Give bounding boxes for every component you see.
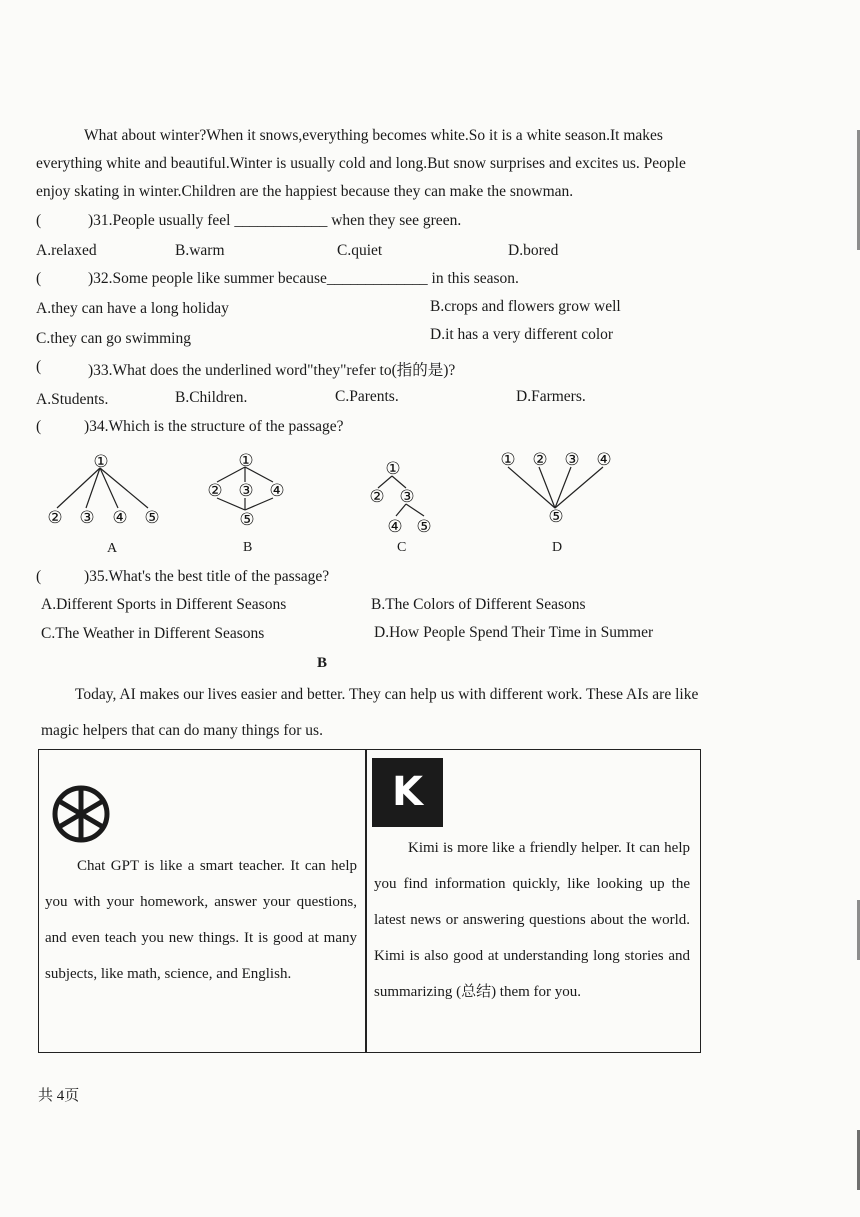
- page-count: 共 4页: [38, 1088, 80, 1104]
- tree-b-node-4: ④: [269, 481, 285, 501]
- passage-line-3: enjoy skating in winter.Children are the happiest because they can make the snowman.: [36, 183, 574, 200]
- q33-option-b: B.Children.: [175, 389, 248, 406]
- tree-c-node-5: ⑤: [416, 517, 432, 537]
- tree-b-node-3: ③: [238, 481, 254, 501]
- kimi-description: [374, 830, 690, 1010]
- q33-bracket: (: [36, 358, 42, 375]
- table-divider: [365, 750, 367, 1052]
- tree-b-node-5: ⑤: [239, 510, 255, 530]
- q32-option-b: B.crops and flowers grow well: [430, 298, 621, 315]
- q35-text: )35.What's the best title of the passage?: [84, 568, 330, 585]
- passage-line-2: everything white and beautiful.Winter is usually cold and long.But snow surprises and excites us. People: [36, 155, 686, 172]
- tree-c-node-4: ④: [387, 517, 403, 537]
- q33-text: )33.What does the underlined word"they"refer to(指的是)?: [88, 362, 456, 379]
- tree-d-node-2: ②: [532, 450, 548, 470]
- q35-option-c: C.The Weather in Different Seasons: [41, 625, 265, 642]
- q32-option-c: C.they can go swimming: [36, 330, 191, 347]
- tree-b-node-2: ②: [207, 481, 223, 501]
- q33-option-d: D.Farmers.: [516, 388, 586, 405]
- tree-a-node-3: ③: [79, 508, 95, 528]
- tree-label-a: A: [107, 541, 118, 556]
- structure-diagrams: [0, 440, 700, 540]
- section-b-heading: B: [317, 655, 328, 671]
- tree-a-node-2: ②: [47, 508, 63, 528]
- chatgpt-text: Chat GPT is like a smart teacher. It can help you with your homework, answer your questions, and even teach you new things. It is good at many subjects, like math, science, and English.: [45, 858, 357, 982]
- q35-option-d: D.How People Spend Their Time in Summer: [374, 624, 654, 641]
- q33-option-c: C.Parents.: [335, 388, 399, 405]
- kimi-logo-letter: K: [392, 769, 423, 815]
- tree-d-node-4: ④: [596, 450, 612, 470]
- tree-c: [369, 459, 431, 537]
- chatgpt-description: [45, 848, 357, 992]
- q34-bracket: (: [36, 418, 42, 435]
- tree-d-node-1: ①: [500, 450, 516, 470]
- q34-text: )34.Which is the structure of the passage?: [84, 418, 344, 435]
- q35-option-b: B.The Colors of Different Seasons: [371, 596, 586, 613]
- tree-a-node-5: ⑤: [144, 508, 160, 528]
- tree-label-b: B: [243, 540, 253, 555]
- tree-b: [207, 451, 284, 530]
- tree-c-node-1: ①: [385, 459, 401, 479]
- kimi-k-icon: [372, 758, 443, 827]
- q31-option-d: D.bored: [508, 242, 559, 259]
- tree-b-node-1: ①: [238, 451, 254, 471]
- kimi-text: Kimi is more like a friendly helper. It can help you find information quickly, like looking up the latest news or answering questions about the world. Kimi is also good at understanding long stories and summarizing (总结) them for you.: [374, 840, 690, 1000]
- q31-option-b: B.warm: [175, 242, 225, 259]
- q33-option-a: A.Students.: [36, 391, 109, 408]
- q31-text: )31.People usually feel ____________ when they see green.: [88, 212, 462, 229]
- q32-text: )32.Some people like summer because_____________ in this season.: [88, 270, 519, 287]
- openai-knot-icon: [45, 778, 117, 850]
- tree-label-d: D: [552, 540, 563, 555]
- q32-bracket: (: [36, 270, 42, 287]
- q35-option-a: A.Different Sports in Different Seasons: [41, 596, 287, 613]
- tree-label-c: C: [397, 540, 407, 555]
- q31-bracket: (: [36, 212, 42, 229]
- section-b-intro-line-1: Today, AI makes our lives easier and better. They can help us with different work. These AIs are like: [75, 686, 699, 703]
- passage-line-1: What about winter?When it snows,everything becomes white.So it is a white season.It makes: [84, 127, 663, 144]
- tree-c-node-3: ③: [399, 487, 415, 507]
- tree-a: [47, 452, 159, 528]
- q32-option-a: A.they can have a long holiday: [36, 300, 229, 317]
- q31-option-c: C.quiet: [337, 242, 383, 259]
- tree-d: [500, 450, 611, 527]
- tree-d-node-5: ⑤: [548, 507, 564, 527]
- section-b-intro-line-2: magic helpers that can do many things for us.: [41, 722, 323, 739]
- q35-bracket: (: [36, 568, 42, 585]
- ai-comparison-table: [38, 749, 701, 1053]
- tree-a-node-4: ④: [112, 508, 128, 528]
- tree-c-node-2: ②: [369, 487, 385, 507]
- tree-d-node-3: ③: [564, 450, 580, 470]
- q31-option-a: A.relaxed: [36, 242, 97, 259]
- q32-option-d: D.it has a very different color: [430, 326, 614, 343]
- tree-a-node-1: ①: [93, 452, 109, 472]
